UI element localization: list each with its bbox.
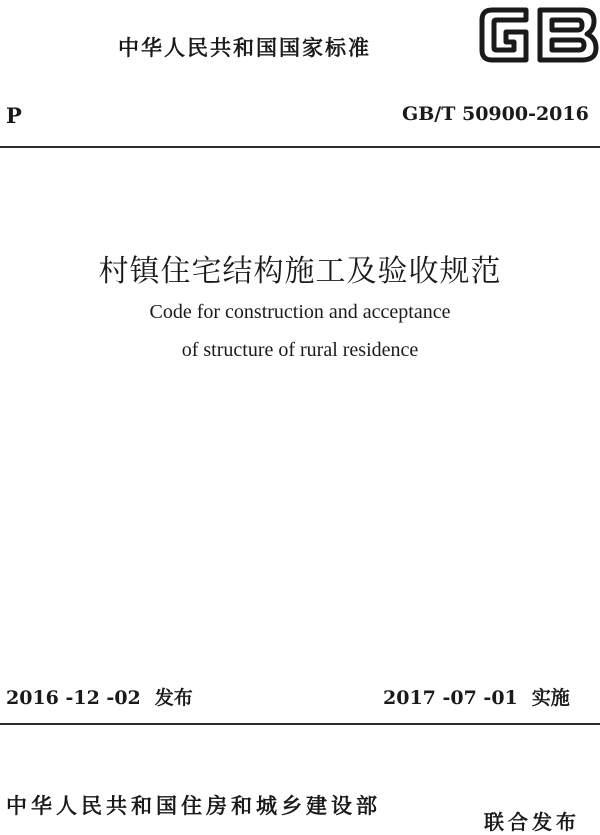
gb-logo-icon [478, 4, 600, 66]
national-standard-label: 中华人民共和国国家标准 [118, 36, 371, 60]
implementation-date-label: 实施 [531, 687, 570, 709]
publisher: 中华人民共和国住房和城乡建设部 [6, 794, 381, 818]
category-code: P [6, 103, 22, 128]
issue-date-label: 发布 [154, 687, 193, 709]
implementation-date [383, 683, 570, 710]
bottom-divider [0, 723, 600, 725]
document-title-english-line2: of structure of rural residence [181, 339, 419, 361]
joint-release-label: 联合发布 [484, 810, 580, 834]
issue-date [6, 683, 193, 710]
document-title-chinese: 村镇住宅结构施工及验收规范 [98, 254, 502, 289]
standard-number: GB/T 50900-2016 [402, 103, 589, 125]
issue-date-value: 2016 -12 -02 [6, 687, 141, 709]
top-divider [0, 146, 600, 148]
implementation-date-value: 2017 -07 -01 [383, 687, 518, 709]
document-title-english-line1: Code for construction and acceptance [149, 301, 451, 323]
